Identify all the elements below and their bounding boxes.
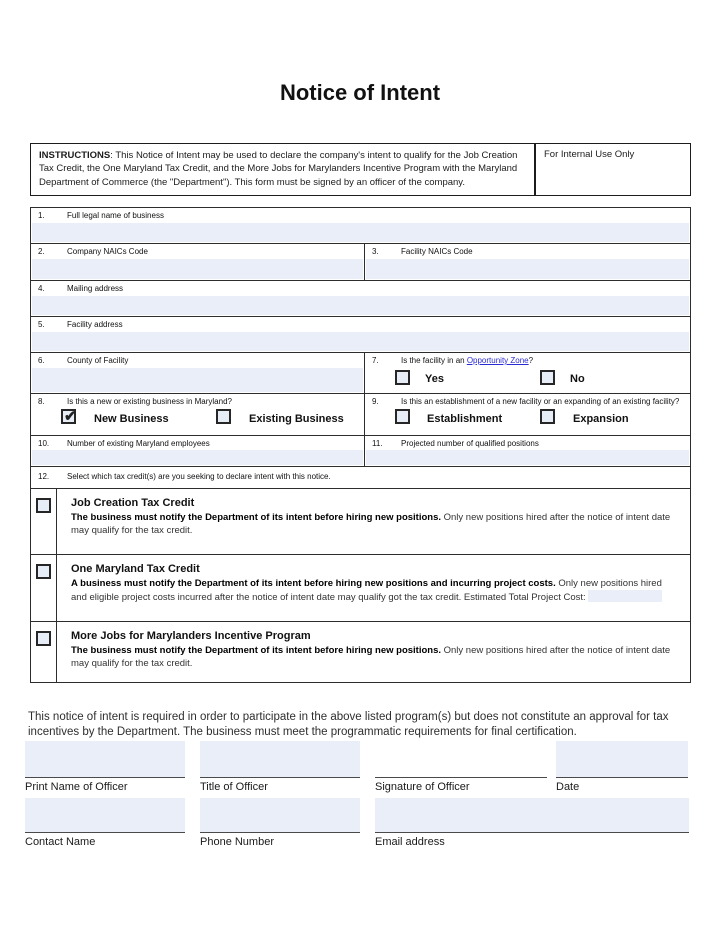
- field-10-label: 10. Number of existing Maryland employees: [31, 436, 364, 449]
- checkbox-yes[interactable]: [395, 370, 410, 385]
- contact-name-input[interactable]: [25, 798, 185, 832]
- field-7-label: 7. Is the facility in an Opportunity Zone?: [365, 353, 690, 366]
- credit-row-job-creation: [31, 488, 690, 554]
- checkbox-expansion-label: Expansion: [573, 413, 629, 425]
- opportunity-zone-link[interactable]: Opportunity Zone: [466, 356, 529, 365]
- field-6-label: 6. County of Facility: [31, 353, 364, 366]
- field-3-input[interactable]: [366, 259, 689, 279]
- checkbox-no-label: No: [570, 373, 585, 385]
- page-title: Notice of Intent: [279, 80, 441, 105]
- date-field: [556, 741, 688, 793]
- internal-use-cell: For Internal Use Only: [534, 144, 690, 195]
- checkbox-new-business-label: New Business: [94, 413, 169, 425]
- credit-checkbox-col: [31, 555, 57, 621]
- field-10-number: 10.: [38, 439, 50, 448]
- print-name-field: [25, 741, 185, 793]
- checkbox-existing-business-label: Existing Business: [249, 413, 344, 425]
- checkbox-expansion[interactable]: [540, 409, 555, 424]
- phone-number-input[interactable]: [200, 798, 360, 832]
- credit-checkbox-col: [31, 622, 57, 682]
- checkbox-job-creation[interactable]: [36, 498, 51, 513]
- signature-label: Signature of Officer: [375, 781, 470, 793]
- officer-title-label: Title of Officer: [200, 781, 268, 793]
- instructions-box: [30, 143, 691, 196]
- checkbox-no[interactable]: [540, 370, 555, 385]
- certification-paragraph: This notice of intent is required in order to participate in the above listed program(s) but does not constitute an approval for tax incentives by the Department. The business must meet the programmatic requirements for final certification.: [28, 711, 669, 739]
- field-5-number: 5.: [38, 320, 45, 329]
- checkbox-more-jobs[interactable]: [36, 631, 51, 646]
- print-name-label: Print Name of Officer: [25, 781, 128, 793]
- field-10-input[interactable]: [32, 450, 363, 465]
- row-1: [31, 208, 690, 243]
- signature-input[interactable]: [375, 741, 547, 777]
- row-4: [31, 280, 690, 316]
- field-9-label: 9. Is this an establishment of a new facility or an expanding of an existing facility?: [365, 394, 690, 407]
- checkbox-new-business[interactable]: [61, 409, 76, 424]
- officer-title-field: [200, 741, 360, 793]
- instructions-text: [31, 144, 534, 195]
- field-4-label: 4. Mailing address: [31, 281, 690, 294]
- date-input[interactable]: [556, 741, 688, 777]
- field-11-input[interactable]: [366, 450, 689, 465]
- field-8-number: 8.: [38, 397, 45, 406]
- form-table: [30, 207, 691, 683]
- field-1-label: 1. Full legal name of business: [31, 208, 690, 221]
- row-2-3: [31, 243, 690, 280]
- credit-body-job-creation: The business must notify the Department of its intent before hiring new positions. Only new positions hired after the notice of intent date may qualify for the tax credit.: [71, 512, 671, 537]
- date-label: Date: [556, 781, 580, 793]
- instructions-body: : This Notice of Intent may be used to declare the company's intent to qualify for the Job Creation Tax Credit, the One Maryland Tax Credit, and the More Jobs for Marylanders Incentive Program with the Maryland Department of Commerce (the "Department"). This form must be signed by an officer of the company.: [39, 150, 518, 188]
- email-address-label: Email address: [375, 836, 445, 848]
- field-4-input[interactable]: [32, 296, 689, 315]
- credit-title-one-maryland: One Maryland Tax Credit: [71, 563, 200, 575]
- field-6-input[interactable]: [32, 368, 363, 392]
- field-4-number: 4.: [38, 284, 45, 293]
- checkbox-existing-business[interactable]: [216, 409, 231, 424]
- signature-field: [375, 741, 547, 793]
- instructions-lead: INSTRUCTIONS: [39, 150, 111, 161]
- field-9-number: 9.: [372, 397, 379, 406]
- checkbox-yes-label: Yes: [425, 373, 444, 385]
- field-2-input[interactable]: [32, 259, 363, 279]
- email-address-input[interactable]: [375, 798, 689, 832]
- field-2-number: 2.: [38, 247, 45, 256]
- estimated-cost-label: Estimated Total Project Cost:: [463, 592, 586, 604]
- field-3-number: 3.: [372, 247, 379, 256]
- contact-name-label: Contact Name: [25, 836, 96, 848]
- row-5: [31, 316, 690, 352]
- field-7-number: 7.: [372, 356, 379, 365]
- email-address-field: [375, 798, 689, 848]
- checkbox-establishment-label: Establishment: [427, 413, 503, 425]
- row-12: [31, 466, 690, 488]
- phone-number-field: [200, 798, 360, 848]
- officer-title-input[interactable]: [200, 741, 360, 777]
- row-10-11: [31, 435, 690, 466]
- field-1-input[interactable]: [32, 223, 689, 242]
- field-12-number: 12.: [38, 472, 50, 481]
- checkbox-establishment[interactable]: [395, 409, 410, 424]
- field-6-number: 6.: [38, 356, 45, 365]
- field-5-label: 5. Facility address: [31, 317, 690, 330]
- checkbox-one-maryland[interactable]: [36, 564, 51, 579]
- field-11-label: 11. Projected number of qualified positions: [365, 436, 690, 449]
- field-1-number: 1.: [38, 211, 45, 220]
- credit-row-more-jobs: [31, 621, 690, 682]
- phone-number-label: Phone Number: [200, 836, 274, 848]
- field-11-number: 11.: [372, 439, 383, 448]
- field-5-input[interactable]: [32, 332, 689, 351]
- credit-title-job-creation: Job Creation Tax Credit: [71, 497, 195, 509]
- field-2-label: 2. Company NAICs Code: [31, 244, 364, 257]
- credit-row-one-maryland: [31, 554, 690, 621]
- print-name-input[interactable]: [25, 741, 185, 777]
- row-8-9: [31, 393, 690, 435]
- row-6-7: [31, 352, 690, 393]
- checkmark-icon: ✔: [64, 408, 77, 425]
- credit-body-one-maryland: A business must notify the Department of its intent before hiring new positions and incurring project costs. Only new positions hired and eligible project costs incurred after the notice of intent date may qualify got the tax credit. Estimated Total Project Cost:: [71, 578, 662, 604]
- credit-title-more-jobs: More Jobs for Marylanders Incentive Program: [71, 630, 311, 642]
- estimated-cost-input[interactable]: [588, 590, 662, 602]
- field-3-label: 3. Facility NAICs Code: [365, 244, 690, 257]
- credit-body-more-jobs: The business must notify the Department of its intent before hiring new positions. Only new positions hired after the notice of intent date may qualify for the tax credit.: [71, 645, 671, 670]
- credit-checkbox-col: [31, 489, 57, 554]
- field-12-label: 12. Select which tax credit(s) are you seeking to declare intent with this notice.: [31, 467, 690, 482]
- field-8-label: 8. Is this a new or existing business in Maryland?: [31, 394, 364, 407]
- contact-name-field: [25, 798, 185, 848]
